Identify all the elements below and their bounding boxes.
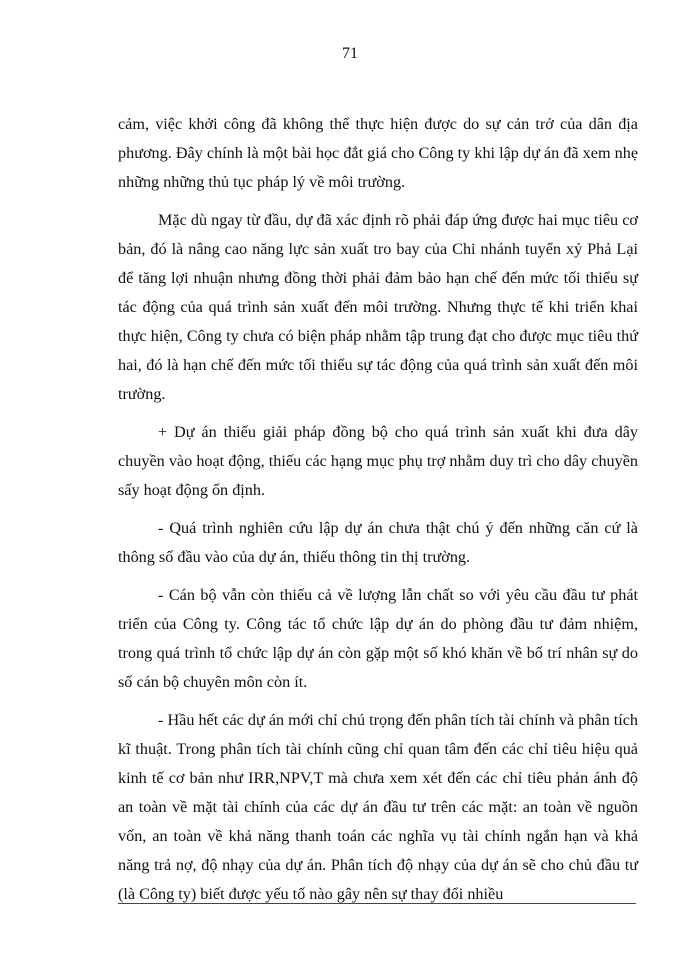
paragraph-continuation: cảm, việc khởi công đã không thể thực hiện được do sự cản trở của dân địa phương. Đây chính là một bài học đắt giá cho Công ty khi lập dự án đã xem nhẹ những những thủ tục pháp lý về môi trường. bbox=[118, 115, 638, 191]
page-number: 71 bbox=[342, 45, 358, 62]
paragraph-financial-analysis: - Hầu hết các dự án mới chỉ chú trọng đến phân tích tài chính và phân tích kĩ thuật. Trong phân tích tài chính cũng chỉ quan tâm đến các chỉ tiêu hiệu quả kinh tế cơ bản như IRR,NPV,T mà chưa xem xét đến các chỉ tiêu phản ánh độ an toàn về mặt tài chính của các dự án đầu tư trên các mặt: an toàn về nguồn vốn, an toàn về khả năng thanh toán các nghĩa vụ tài chính ngắn hạn và khả năng trả nợ, độ nhạy của dự án. Phân tích độ nhạy của dự án sẽ cho chủ đầu tư (là Công ty) biết được yếu tố nào gây nên sự thay đổi nhiều bbox=[118, 711, 638, 903]
paragraph-research: - Quá trình nghiên cứu lập dự án chưa thật chú ý đến những căn cứ là thông số đầu vào của dự án, thiếu thông tin thị trường. bbox=[118, 519, 638, 566]
paragraph-staff: - Cán bộ vẫn còn thiếu cả về lượng lẫn chất so với yêu cầu đầu tư phát triển của Công ty. Công tác tổ chức lập dự án do phòng đầu tư đảm nhiệm, trong quá trình tổ chức lập dự án còn gặp một số khó khăn về bố trí nhân sự do số cán bộ chuyên môn còn ít. bbox=[118, 586, 638, 691]
footer-divider bbox=[118, 903, 636, 904]
paragraph-sync-solution: + Dự án thiếu giải pháp đồng bộ cho quá trình sản xuất khi đưa dây chuyền vào hoạt động, thiếu các hạng mục phụ trợ nhằm duy trì cho dây chuyền sấy hoạt động ổn định. bbox=[118, 423, 638, 499]
document-body bbox=[118, 110, 638, 918]
paragraph-objectives: Mặc dù ngay từ đầu, dự đã xác định rõ phải đáp ứng được hai mục tiêu cơ bản, đó là nâng cao năng lực sản xuất tro bay của Chi nhánh tuyển xỷ Phả Lại để tăng lợi nhuận nhưng đồng thời phải đảm bảo hạn chế đến mức tối thiểu sự tác động của quá trình sản xuất đến môi trường. Nhưng thực tế khi triển khai thực hiện, Công ty chưa có biện pháp nhằm tập trung đạt cho được mục tiêu thứ hai, đó là hạn chế đến mức tối thiểu sự tác động của quá trình sản xuất đến môi trường. bbox=[118, 211, 638, 403]
